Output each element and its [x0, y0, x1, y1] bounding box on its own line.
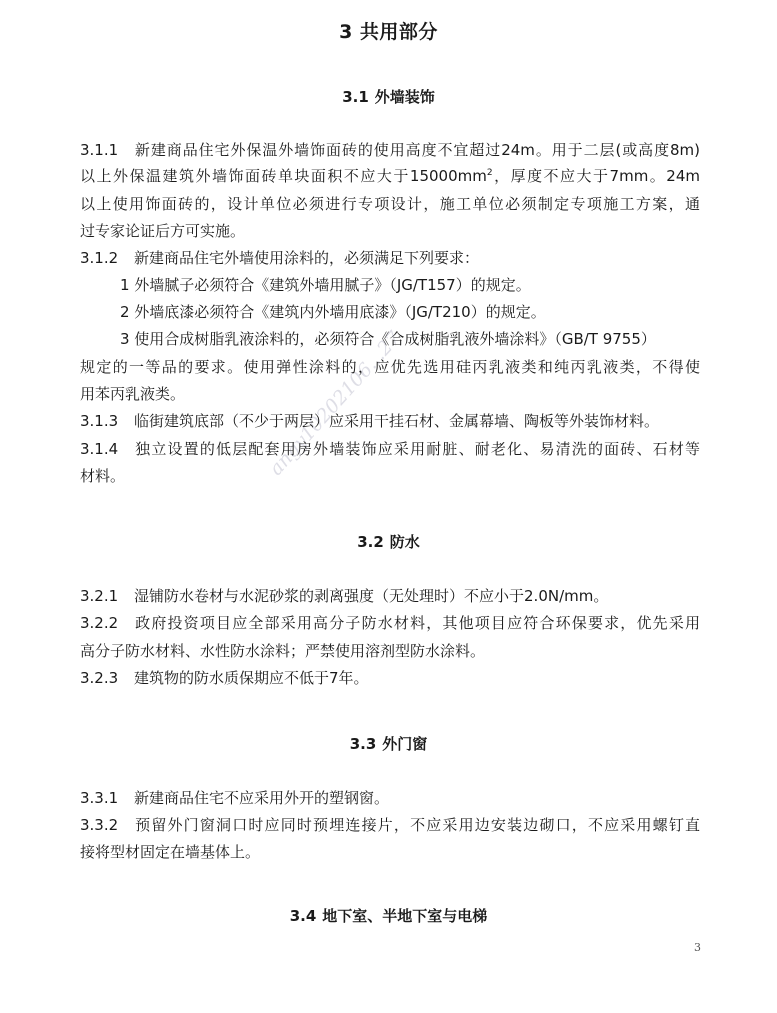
clause-3-1-2-item-3-line-1: 3 使用合成树脂乳液涂料的，必须符合《合成树脂乳液外墙涂料》（GB/T 9755）: [120, 330, 656, 348]
section-name: 地下室、半地下室与电梯: [322, 907, 488, 925]
clause-3-1-3: [80, 411, 700, 431]
watermark: angy10202106...27: [265, 327, 406, 480]
clause-3-1-2-item-2: 2 外墙底漆必须符合《建筑内外墙用底漆》（JG/T210）的规定。: [120, 303, 546, 321]
clause-number: 3.2.1: [80, 587, 119, 605]
clause-3-2-1: [80, 586, 700, 606]
section-number: 3.1: [342, 88, 369, 106]
clause-text: 以上外保温建筑外墙饰面砖单块面积不应大于15000mm: [80, 167, 487, 185]
clause-text: 新建商品住宅外保温外墙饰面砖的使用高度不宜超过24m。用于二层(或高度8m): [134, 141, 700, 159]
clause-text: 临街建筑底部（不少于两层）应采用干挂石材、金属幕墙、陶板等外装饰材料。: [134, 412, 660, 430]
clause-number: 3.2.3: [80, 669, 119, 687]
section-name: 外墙装饰: [374, 88, 435, 106]
clause-3-1-4-line-1: [80, 439, 700, 459]
clause-3-3-2-line-1: [80, 815, 700, 835]
section-number: 3.4: [289, 907, 317, 925]
clause-3-1-2: [80, 248, 700, 268]
clause-text: 湿铺防水卷材与水泥砂浆的剥离强度（无处理时）不应小于2.0N/mm。: [134, 587, 609, 605]
clause-text: 新建商品住宅不应采用外开的塑钢窗。: [134, 789, 390, 807]
section-number: 3.3: [349, 735, 377, 753]
section-title-3-2: [0, 531, 777, 552]
page-number: 3: [694, 941, 701, 954]
clause-number: 3.1.2: [80, 249, 119, 267]
clause-3-1-1-line-1: [80, 140, 700, 160]
clause-number: 3.2.2: [80, 614, 119, 632]
section-name: 防水: [389, 533, 420, 551]
clause-3-2-3: [80, 668, 700, 688]
clause-text: ，厚度不应大于7mm。24m: [492, 167, 700, 185]
clause-3-1-2-item-3-line-2: 规定的一等品的要求。使用弹性涂料的，应优先选用硅丙乳液类和纯丙乳液类，不得使: [80, 358, 700, 376]
section-title-3-3: [0, 733, 777, 754]
clause-number: 3.1.4: [80, 440, 119, 458]
clause-text: 建筑物的防水质保期应不低于7年。: [134, 669, 369, 687]
clause-3-3-2-line-2: 接将型材固定在墙基体上。: [80, 843, 261, 861]
clause-3-1-4-line-2: 材料。: [80, 467, 126, 485]
section-name: 外门窗: [382, 735, 428, 753]
clause-3-2-2-line-2: 高分子防水材料、水性防水涂料；严禁使用溶剂型防水涂料。: [80, 642, 486, 660]
superscript: 2: [486, 168, 493, 178]
clause-number: 3.1.1: [80, 141, 119, 159]
clause-3-1-1-line-2: [80, 166, 700, 186]
clause-number: 3.3.2: [80, 816, 119, 834]
clause-number: 3.3.1: [80, 789, 119, 807]
section-title-3-4: [0, 905, 777, 926]
clause-3-1-2-item-3-line-3: 用苯丙乳液类。: [80, 385, 186, 403]
clause-number: 3.1.3: [80, 412, 119, 430]
clause-3-1-1-line-4: 过专家论证后方可实施。: [80, 222, 246, 240]
section-title-3-1: [0, 86, 777, 107]
clause-3-2-2-line-1: [80, 613, 700, 633]
clause-3-1-1-line-3: 以上使用饰面砖的，设计单位必须进行专项设计，施工单位必须制定专项施工方案，通: [80, 195, 700, 213]
clause-3-3-1: [80, 788, 700, 808]
clause-text: 新建商品住宅外墙使用涂料的，必须满足下列要求：: [134, 249, 480, 267]
section-number: 3.2: [357, 533, 384, 551]
clause-text: 预留外门窗洞口时应同时预埋连接片，不应采用边安装边砌口，不应采用螺钉直: [134, 816, 700, 834]
clause-text: 政府投资项目应全部采用高分子防水材料，其他项目应符合环保要求，优先采用: [134, 614, 700, 632]
chapter-title: 3 共用部分: [339, 21, 438, 43]
clause-3-1-2-item-1: 1 外墙腻子必须符合《建筑外墙用腻子》（JG/T157）的规定。: [120, 276, 531, 294]
clause-text: 独立设置的低层配套用房外墙装饰应采用耐脏、耐老化、易清洗的面砖、石材等: [134, 440, 700, 458]
